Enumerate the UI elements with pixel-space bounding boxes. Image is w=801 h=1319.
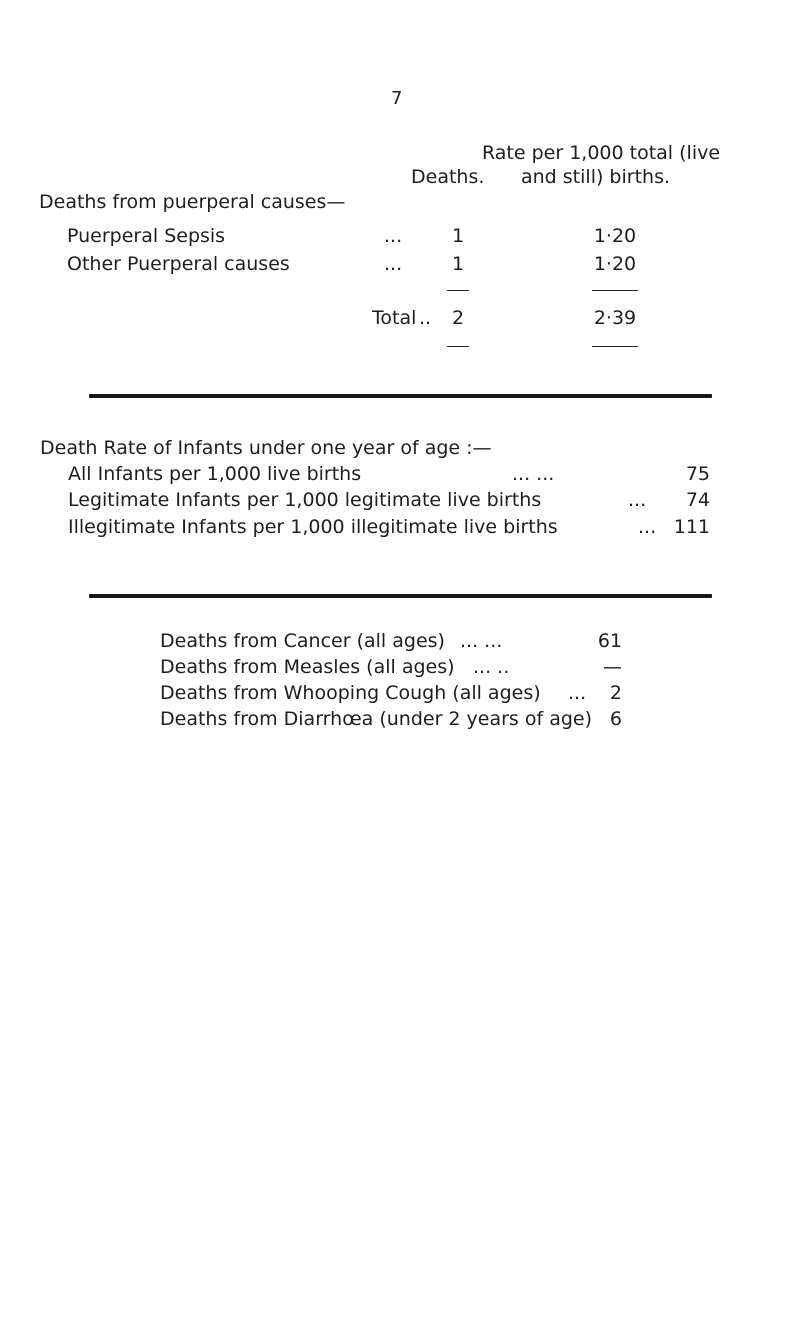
rate-subtotal-dash — [592, 290, 638, 291]
item-value: 2 — [609, 682, 622, 704]
total-leader: .. — [419, 307, 432, 329]
item-leader: ... — [568, 682, 587, 704]
item-label: Deaths from Measles (all ages) — [160, 656, 455, 678]
item-value: 6 — [609, 708, 622, 730]
item-label: All Infants per 1,000 live births — [68, 463, 362, 485]
section-divider — [89, 394, 712, 398]
page-number: 7 — [391, 88, 403, 109]
row-deaths: 1 — [451, 225, 465, 247]
rate-column-header-line1: Rate per 1,000 total (live — [482, 142, 721, 164]
row-label: Puerperal Sepsis — [67, 225, 226, 247]
deaths-column-header: Deaths. — [411, 166, 485, 188]
item-leader: ... ... — [512, 463, 555, 485]
item-leader: ... — [628, 489, 647, 511]
item-value: 111 — [673, 516, 710, 538]
rate-column-header-line2: and still) births. — [521, 166, 671, 188]
section-title: Deaths from puerperal causes— — [39, 191, 346, 213]
item-label: Illegitimate Infants per 1,000 illegitimate live births — [68, 516, 558, 538]
item-value: 61 — [597, 630, 622, 652]
row-leader: ... — [384, 253, 403, 275]
item-leader: ... .. — [473, 656, 510, 678]
item-leader: ... — [638, 516, 657, 538]
item-label: Deaths from Whooping Cough (all ages) — [160, 682, 541, 704]
row-rate: 1·20 — [593, 253, 637, 275]
deaths-subtotal-dash — [447, 290, 469, 291]
row-deaths: 1 — [451, 253, 465, 275]
deaths-total-dash — [447, 346, 469, 347]
section-divider — [89, 594, 712, 598]
row-rate: 1·20 — [593, 225, 637, 247]
item-value: 74 — [685, 489, 710, 511]
item-leader: ... ... — [460, 630, 503, 652]
total-rate: 2·39 — [593, 307, 637, 329]
row-label: Other Puerperal causes — [67, 253, 290, 275]
row-leader: ... — [384, 225, 403, 247]
rate-total-dash — [592, 346, 638, 347]
item-label: Legitimate Infants per 1,000 legitimate live births — [68, 489, 542, 511]
total-deaths: 2 — [451, 307, 465, 329]
item-value: — — [603, 656, 622, 678]
total-label: Total — [372, 307, 417, 329]
item-label: Deaths from Cancer (all ages) — [160, 630, 445, 652]
item-value: 75 — [685, 463, 710, 485]
section-title: Death Rate of Infants under one year of age :— — [40, 437, 492, 459]
item-label: Deaths from Diarrhœa (under 2 years of age) — [160, 708, 593, 730]
